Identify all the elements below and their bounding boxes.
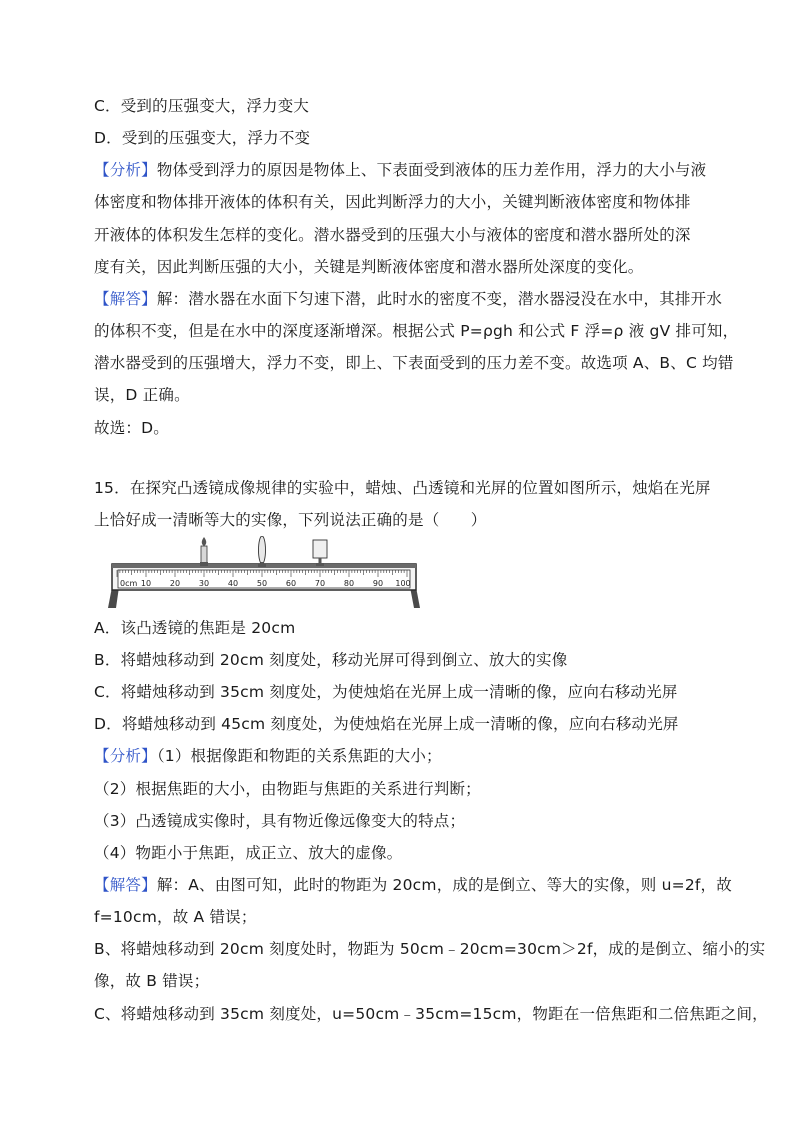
convex-lens: [258, 536, 266, 567]
ruler-unit-label: 0cm: [120, 579, 138, 588]
q15-analysis-line: （4）物距小于焦距，成正立、放大的虚像。: [94, 844, 403, 862]
q14-answer-line: 误，D 正确。: [94, 386, 190, 404]
tick-label: 100: [395, 579, 411, 588]
q15-analysis-line: （3）凸透镜成实像时，具有物近像远像变大的特点；: [94, 812, 466, 830]
q14-choice: 故选：D。: [94, 419, 169, 437]
tick-label: 80: [343, 579, 355, 588]
q15-stem-line: 15．在探究凸透镜成像规律的实验中，蜡烛、凸透镜和光屏的位置如图所示，烛焰在光屏: [94, 479, 711, 497]
q14-analysis-line: 开液体的体积发生怎样的变化。潜水器受到的压强大小与液体的密度和潜水器所处的深: [94, 226, 691, 244]
q15-answer-line: f=10cm，故 A 错误；: [94, 908, 257, 926]
q15-answer-line: 【解答】解：A、由图可知，此时的物距为 20cm，成的是倒立、等大的实像，则 u=2f，故: [94, 876, 732, 894]
q15-analysis-line: 【分析】（1）根据像距和物距的关系焦距的大小；: [94, 747, 442, 765]
tick-label: 20: [169, 579, 181, 588]
tick-label: 40: [227, 579, 239, 588]
tick-label: 30: [198, 579, 210, 588]
q14-analysis-line: 体密度和物体排开液体的体积有关，因此判断浮力的大小，关键判断液体密度和物体排: [94, 193, 691, 211]
q15-option-a: A．该凸透镜的焦距是 20cm: [94, 619, 296, 637]
answer-tag: 【解答】: [94, 290, 157, 308]
analysis-tag: 【分析】: [94, 747, 157, 765]
q15-option-d: D．将蜡烛移动到 45cm 刻度处，为使烛焰在光屏上成一清晰的像，应向右移动光屏: [94, 715, 679, 733]
light-screen: [313, 540, 327, 566]
optical-bench-figure: [98, 536, 428, 610]
tick-label: 60: [285, 579, 297, 588]
q14-option-d: D．受到的压强变大，浮力不变: [94, 129, 311, 147]
analysis-tag: 【分析】: [94, 161, 157, 179]
flame-icon: [202, 537, 207, 546]
answer-tag: 【解答】: [94, 876, 157, 894]
q14-analysis-line: 度有关，因此判断压强的大小，关键是判断液体密度和潜水器所处深度的变化。: [94, 258, 644, 276]
tick-label: 90: [372, 579, 384, 588]
q14-analysis-line: 【分析】物体受到浮力的原因是物体上、下表面受到液体的压力差作用，浮力的大小与液: [94, 161, 707, 179]
candle: [200, 537, 208, 566]
q15-stem-line: 上恰好成一清晰等大的实像，下列说法正确的是（ ）: [94, 511, 487, 529]
q14-answer-line: 【解答】解：潜水器在水面下匀速下潜，此时水的密度不变，潜水器浸没在水中，其排开水: [94, 290, 723, 308]
tick-label: 70: [314, 579, 326, 588]
q14-answer-line: 潜水器受到的压强增大，浮力不变，即上、下表面受到的压力差不变。故选项 A、B、C 均错: [94, 354, 734, 372]
q14-answer-line: 的体积不变，但是在水中的深度逐渐增深。根据公式 P=ρgh 和公式 F 浮=ρ 液 gV 排可知，: [94, 322, 739, 340]
q15-answer-line: C、将蜡烛移动到 35cm 刻度处，u=50cm﹣35cm=15cm，物距在一倍焦距和二倍焦距之间，: [94, 1005, 768, 1023]
q14-option-c: C．受到的压强变大，浮力变大: [94, 97, 310, 115]
q15-analysis-line: （2）根据焦距的大小，由物距与焦距的关系进行判断；: [94, 780, 481, 798]
q15-option-b: B．将蜡烛移动到 20cm 刻度处，移动光屏可得到倒立、放大的实像: [94, 651, 568, 669]
q15-option-c: C．将蜡烛移动到 35cm 刻度处，为使烛焰在光屏上成一清晰的像，应向右移动光屏: [94, 683, 678, 701]
tick-label: 10: [140, 579, 152, 588]
tick-label: 50: [256, 579, 268, 588]
q15-answer-line: B、将蜡烛移动到 20cm 刻度处时，物距为 50cm﹣20cm=30cm＞2f，成的是倒立、缩小的实: [94, 940, 766, 958]
q15-answer-line: 像，故 B 错误；: [94, 972, 210, 990]
